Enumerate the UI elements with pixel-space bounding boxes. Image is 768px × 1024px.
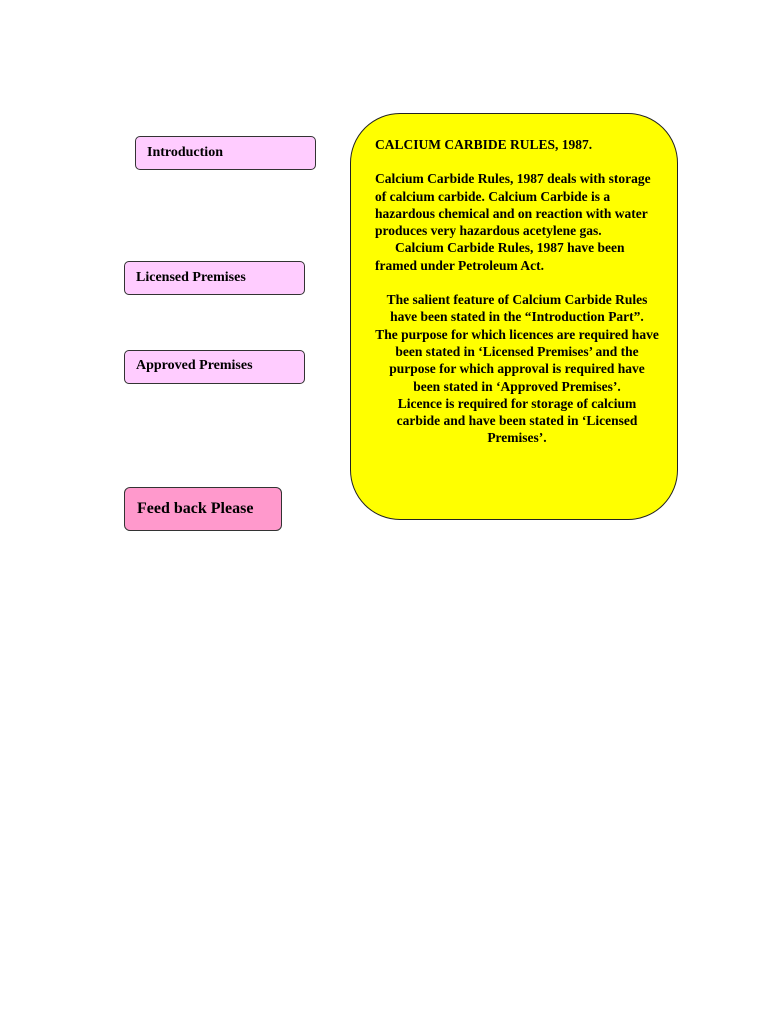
- info-panel: [350, 113, 678, 520]
- panel-title: CALCIUM CARBIDE RULES, 1987.: [375, 137, 593, 152]
- approved-premises-label: Approved Premises: [136, 358, 253, 373]
- panel-paragraph-5: Licence is required for storage of calcium carbide and have been stated in ‘Licensed Premises’.: [396, 395, 638, 446]
- approved-premises-button[interactable]: [124, 350, 305, 384]
- panel-paragraph-2: Calcium Carbide Rules, 1987 have been framed under Petroleum Act.: [375, 240, 625, 273]
- panel-summary: [375, 291, 659, 447]
- feedback-button[interactable]: [124, 487, 282, 531]
- introduction-button[interactable]: [135, 136, 316, 170]
- panel-paragraph-3: The salient feature of Calcium Carbide Rules have been stated in the “Introduction Part”.: [386, 292, 648, 325]
- licensed-premises-label: Licensed Premises: [136, 269, 246, 285]
- feedback-label: Feed back Please: [137, 500, 254, 518]
- introduction-label: Introduction: [147, 144, 223, 160]
- licensed-premises-button[interactable]: [124, 261, 305, 295]
- panel-paragraph-1: Calcium Carbide Rules, 1987 deals with storage of calcium carbide. Calcium Carbide is a hazardous chemical and on reaction with water produces very hazardous acetylene gas.: [375, 171, 651, 239]
- panel-paragraph-4: The purpose for which licences are required have been stated in ‘Licensed Premises’ and the purpose for which approval is required have been stated in ‘Approved Premises’.: [375, 326, 659, 394]
